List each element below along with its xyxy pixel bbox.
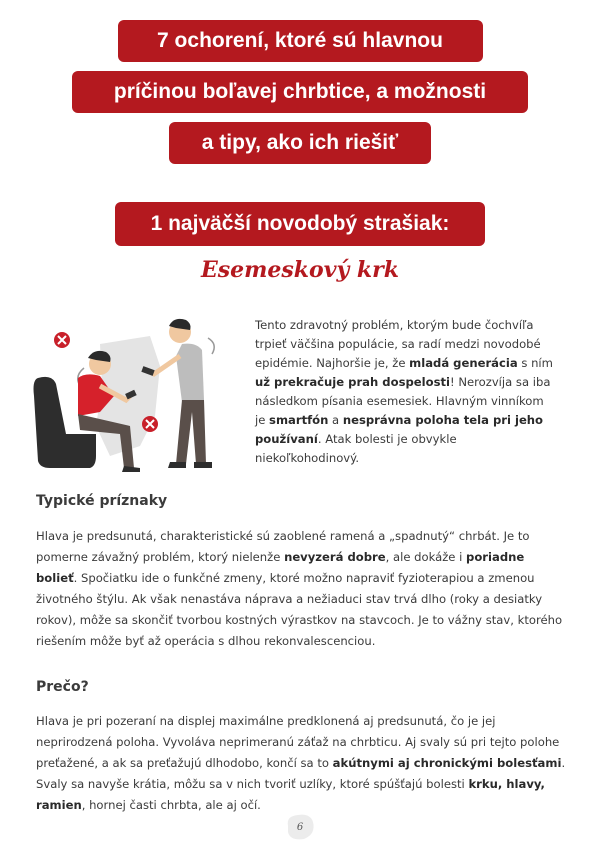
- wrong-x-icon: [54, 332, 70, 348]
- emphasis-looks-bad: nevyzerá dobre: [284, 550, 386, 564]
- title-line-3-wrap: [0, 122, 600, 164]
- wrong-x-icon: [142, 416, 158, 432]
- title-line-2-wrap: [0, 71, 600, 113]
- section-script-title: Esemeskový krk: [200, 257, 400, 283]
- intro-paragraph: Tento zdravotný problém, ktorým bude čochvíľa trpieť väčšina populácie, sa radí medzi novodobé epidémie. Najhoršie je, že mladá generácia s ním už prekračuje prah dospelosti! Nerozvíja sa iba následkom písania esemesiek. Hlavným vinníkom je smartfón a nesprávna poloha tela pri jeho používaní. Atak bolesti je obvykle niekoľkohodinový.: [255, 318, 553, 465]
- title-line-3: a tipy, ako ich riešiť: [169, 122, 431, 164]
- page-number: [284, 812, 316, 842]
- subtitle-wrap: [0, 202, 600, 246]
- page-number-text: 6: [296, 821, 304, 833]
- symptoms-paragraph: Hlava je predsunutá, charakteristické sú zaoblené ramená a „spadnutý“ chrbát. Je to pomerne závažný problém, ktorý nielenže nevyzerá dobre, ale dokáže i poriadne bolieť. Spočiatku ide o funkčné zmeny, ktoré možno napraviť fyzioterapiou a zmenou životného štýlu. Ak však nenastáva náprava a nežiaduci stav trvá dlho (roky a desiatky rokov), môže sa skončiť tvorbou kostných výrastkov na stavcoch. Je to vážny stav, ktorého riešením môže byť až operácia s dlhou rekonvalescenciou.: [36, 529, 563, 648]
- title-line-1-wrap: [0, 20, 600, 62]
- heading-why: Prečo?: [36, 679, 89, 695]
- emphasis-adulthood: už prekračuje prah dospelosti: [255, 375, 450, 389]
- emphasis-wrong-posture: nesprávna poloha tela pri jeho používaní: [255, 413, 544, 446]
- emphasis-neck-head-shoulders: krku, hlavy, ramien: [36, 777, 545, 812]
- title-line-1: 7 ochorení, ktoré sú hlavnou: [118, 20, 483, 62]
- subtitle: 1 najväčší novodobý strašiak:: [115, 202, 485, 246]
- heading-symptoms: Typické príznaky: [36, 493, 168, 509]
- emphasis-hurts: poriadne bolieť: [36, 550, 525, 585]
- emphasis-acute-chronic-pain: akútnymi aj chronickými bolesťami: [332, 756, 562, 770]
- illustration-phone-posture: [30, 316, 230, 480]
- emphasis-young-generation: mladá generácia: [409, 356, 518, 370]
- emphasis-smartphone: smartfón: [269, 413, 329, 427]
- why-paragraph: Hlava je pri pozeraní na displej maximálne predklonená aj predsunutá, čo je jej neprirodzená poloha. Vyvoláva neprimeranú záťaž na chrbticu. Aj svaly sú pri tejto polohe preťažené, a ak sa preťažujú dlhodobo, končí sa to akútnymi aj chronickými bolesťami. Svaly sa navyše krátia, môžu sa v nich tvoriť uzlíky, ktoré spúšťajú bolesti krku, hlavy, ramien, hornej časti chrbta, ale aj očí.: [36, 714, 566, 812]
- title-line-2: príčinou boľavej chrbtice, a možnosti: [72, 71, 528, 113]
